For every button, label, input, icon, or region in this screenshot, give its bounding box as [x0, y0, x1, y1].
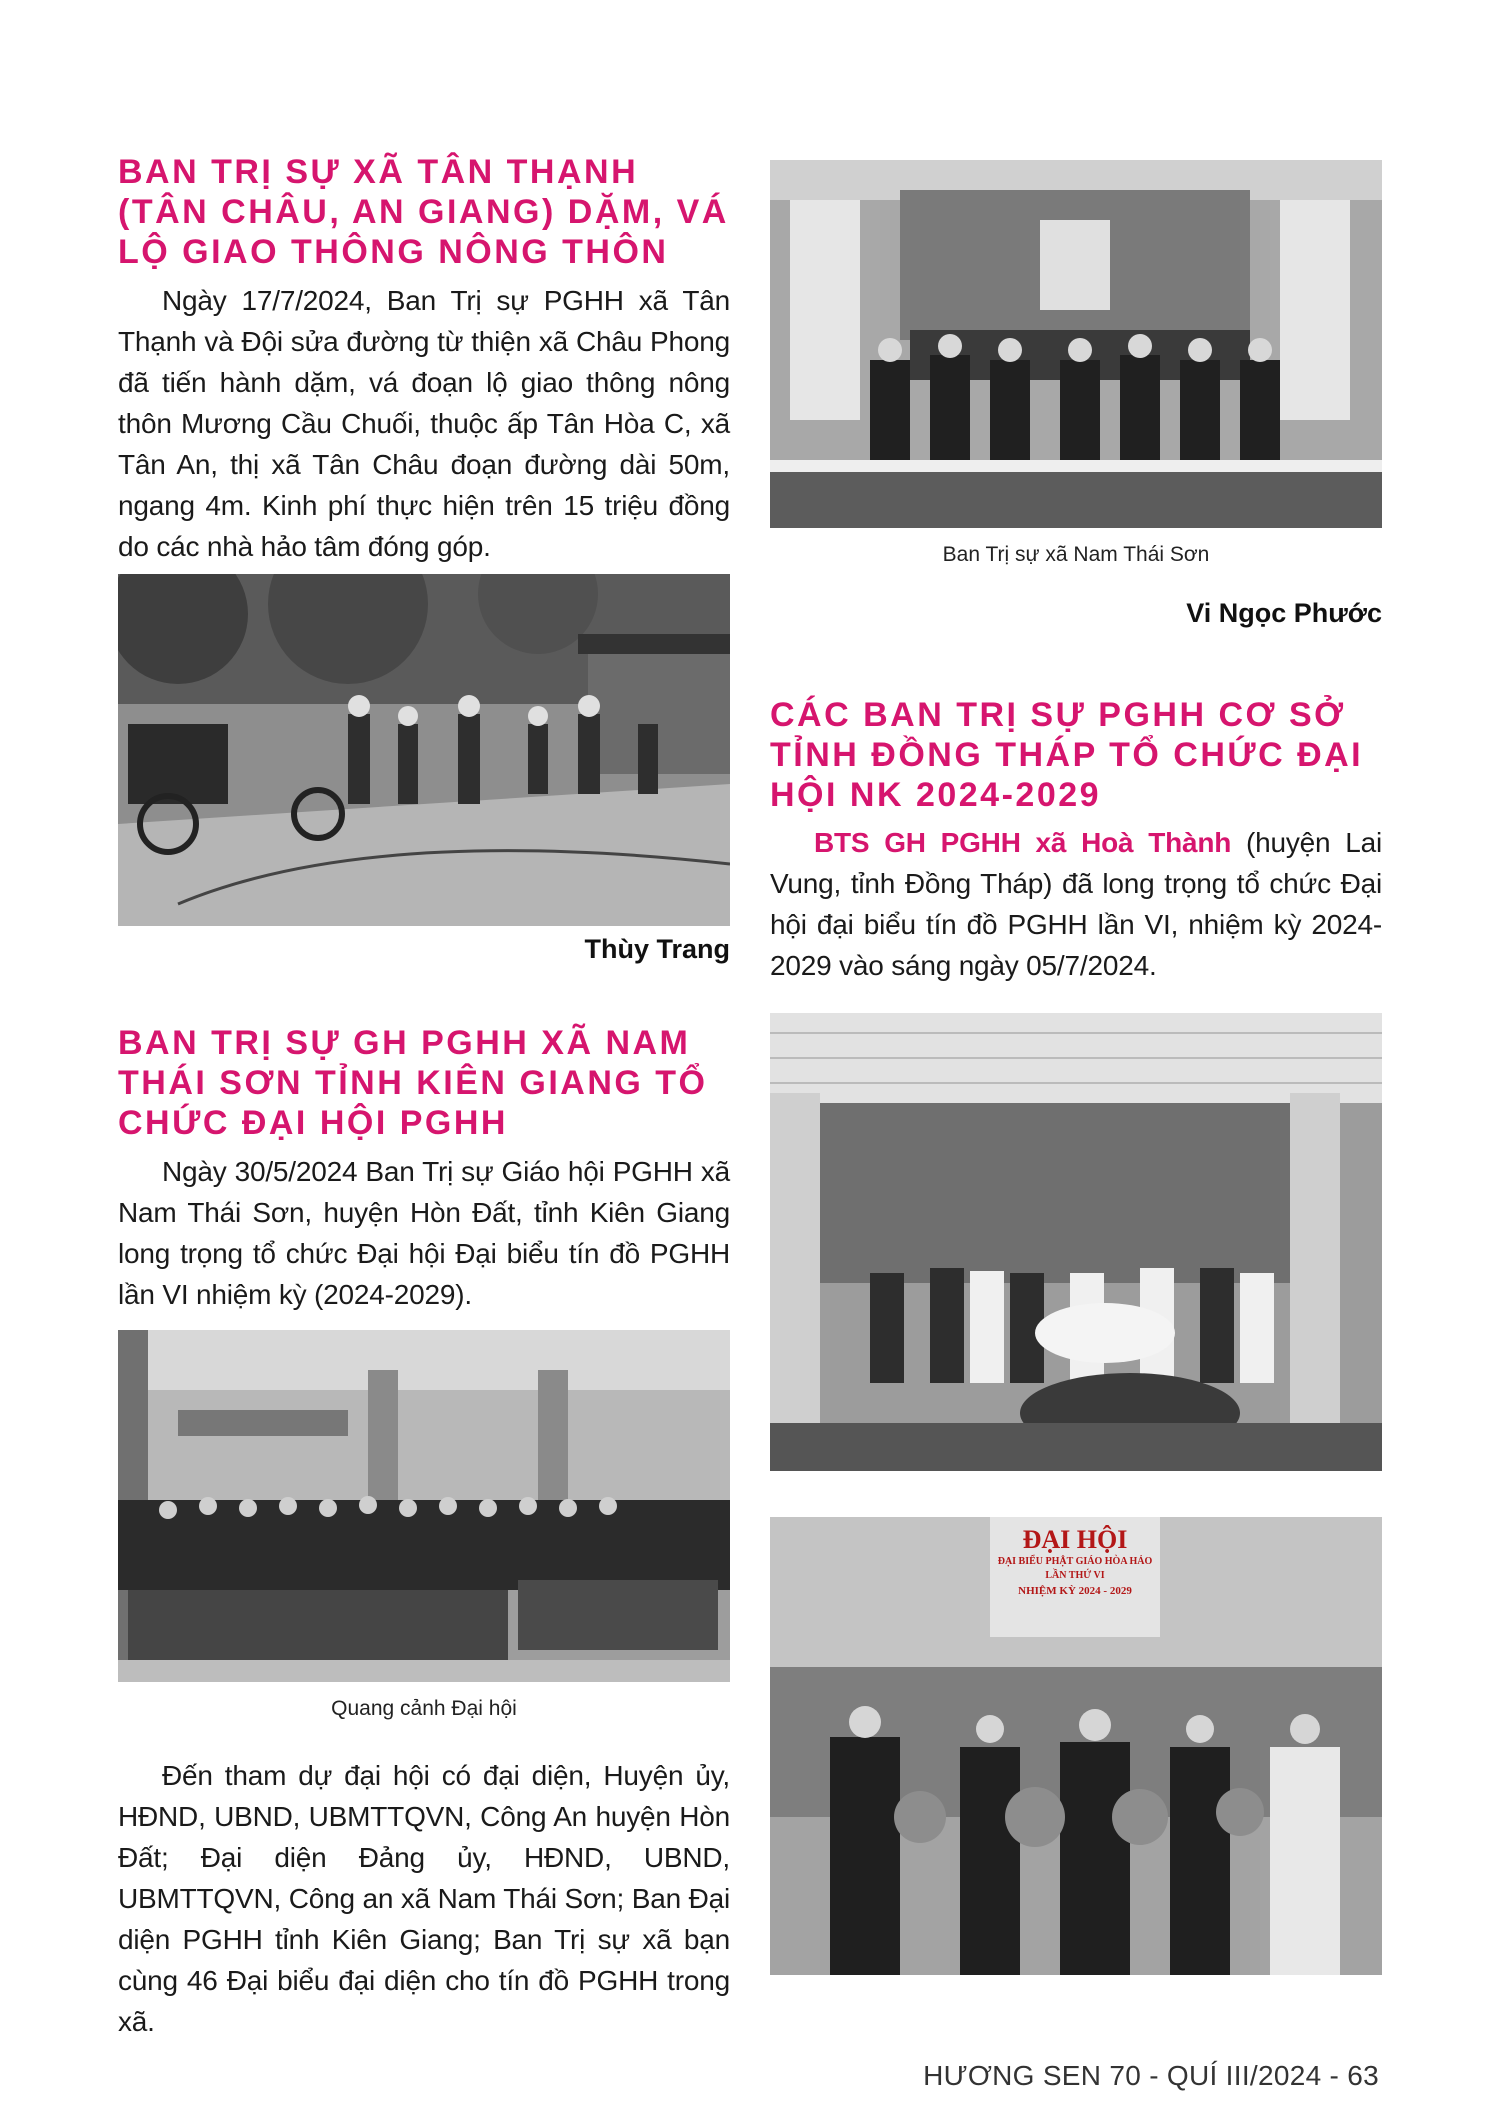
article-title-dong-thap: CÁC BAN TRỊ SỰ PGHH CƠ SỞ TỈNH ĐỒNG THÁP TỔ CHỨC ĐẠI HỘI NK 2024-2029 — [770, 696, 1364, 814]
page-footer: HƯƠNG SEN 70 - QUÍ III/2024 - 63 — [923, 2060, 1379, 2091]
photo-road-repair — [118, 574, 730, 926]
article-title-tan-thanh: BAN TRỊ SỰ XÃ TÂN THẠNH (TÂN CHÂU, AN GIANG) DẶM, VÁ LỘ GIAO THÔNG NÔNG THÔN — [118, 153, 729, 271]
article-body-dong-thap — [770, 822, 1382, 986]
photo-congress-hall — [118, 1330, 730, 1682]
photo-nam-thai-son-committee — [770, 160, 1382, 528]
photo-hoa-thanh-flowers — [770, 1517, 1382, 1975]
article-body-nam-thai-son-cont: Đến tham dự đại hội có đại diện, Huyện ủy, HĐND, UBND, UBMTTQVN, Công An huyện Hòn Đất; Đại diện Đảng ủy, HĐND, UBND, UBMTTQVN, Công an xã Nam Thái Sơn; Ban Đại diện PGHH tỉnh Kiên Giang; Ban Trị sự xã bạn cùng 46 Đại biểu đại diện cho tín đồ PGHH trong xã. — [118, 1760, 730, 2037]
article-body-nam-thai-son: Ngày 30/5/2024 Ban Trị sự Giáo hội PGHH xã Nam Thái Sơn, huyện Hòn Đất, tỉnh Kiên Giang long trọng tổ chức Đại hội Đại biểu tín đồ PGHH lần VI nhiệm kỳ (2024-2029). — [118, 1156, 730, 1310]
article-body-tan-thanh: Ngày 17/7/2024, Ban Trị sự PGHH xã Tân Thạnh và Đội sửa đường từ thiện xã Châu Phong đã tiến hành dặm, vá đoạn lộ giao thông nông thôn Mương Cầu Chuối, thuộc ấp Tân Hòa C, xã Tân An, thị xã Tân Châu đoạn đường dài 50m, ngang 4m. Kinh phí thực hiện trên 15 triệu đồng do các nhà hảo tâm đóng góp. — [118, 285, 730, 562]
article-author-thuy-trang: Thùy Trang — [584, 934, 730, 964]
article-body-dong-thap-text: (huyện Lai Vung, tỉnh Đồng Tháp) đã long trọng tổ chức Đại hội đại biểu tín đồ PGHH lần VI, nhiệm kỳ 2024-2029 vào sáng ngày 05/7/2024. — [770, 827, 1382, 981]
article-author-vi-ngoc-phuoc: Vi Ngọc Phước — [1186, 598, 1382, 628]
banner-line-1: ĐẠI HỘI — [1022, 1525, 1128, 1554]
banner-line-3: NHIỆM KỲ 2024 - 2029 — [1018, 1585, 1132, 1597]
photo-caption-committee: Ban Trị sự xã Nam Thái Sơn — [942, 543, 1210, 566]
banner-line-2: ĐẠI BIỂU PHẬT GIÁO HÒA HẢO LẦN THỨ VI — [997, 1556, 1153, 1581]
article-title-nam-thai-son: BAN TRỊ SỰ GH PGHH XÃ NAM THÁI SƠN TỈNH KIÊN GIANG TỔ CHỨC ĐẠI HỘI PGHH — [118, 1024, 708, 1142]
photo-caption-congress: Quang cảnh Đại hội — [331, 1697, 517, 1720]
photo-hoa-thanh-congress — [770, 1013, 1382, 1471]
photo-banner — [992, 1525, 1158, 1599]
article-lead-hoa-thanh: BTS GH PGHH xã Hoà Thành — [814, 827, 1232, 858]
